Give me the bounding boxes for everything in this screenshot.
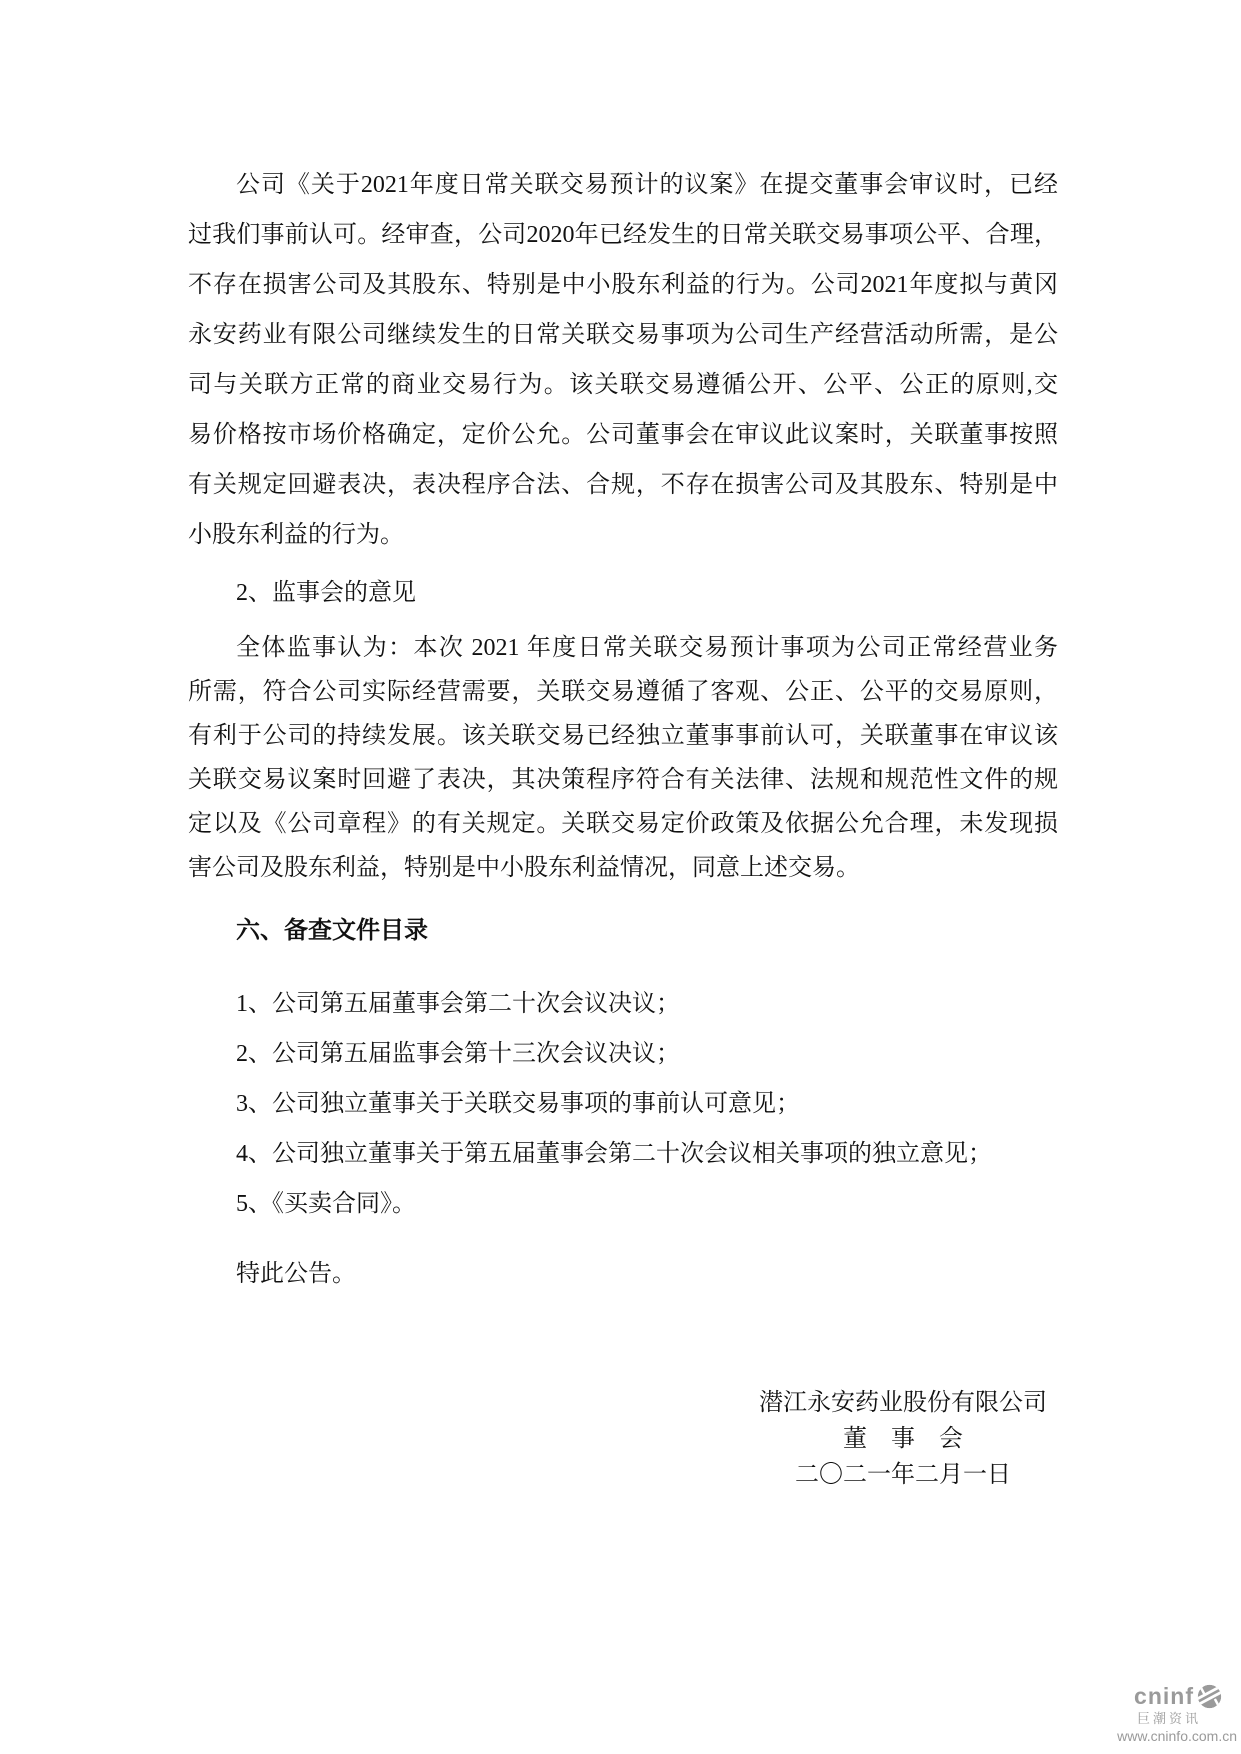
paragraph-line: 有关规定回避表决，表决程序合法、合规，不存在损害公司及其股东、特别是中 xyxy=(188,472,1058,498)
paragraph-line: 有利于公司的持续发展。该关联交易已经独立董事事前认可，关联董事在审议该 xyxy=(188,723,1058,749)
paragraph-supervisory-opinion xyxy=(188,626,1058,890)
closing-statement: 特此公告。 xyxy=(236,1261,356,1287)
paragraph-line: 定以及《公司章程》的有关规定。关联交易定价政策及依据公允合理，未发现损 xyxy=(188,811,1058,837)
paragraph-line: 所需，符合公司实际经营需要，关联交易遵循了客观、公正、公平的交易原则， xyxy=(188,679,1058,705)
cninfo-wordmark: cninf xyxy=(1134,1683,1194,1709)
paragraph-line: 司与关联方正常的商业交易行为。该关联交易遵循公开、公平、公正的原则,交 xyxy=(188,372,1058,398)
paragraph-line: 永安药业有限公司继续发生的日常关联交易事项为公司生产经营活动所需，是公 xyxy=(188,322,1058,348)
cninfo-url: www.cninfo.com.cn xyxy=(1117,1728,1237,1744)
reference-list-item: 1、公司第五届董事会第二十次会议决议； xyxy=(236,991,680,1017)
signature-date: 二〇二一年二月一日 xyxy=(795,1462,1011,1488)
paragraph-line: 小股东利益的行为。 xyxy=(188,522,404,548)
paragraph-line: 过我们事前认可。经审查，公司2020年已经发生的日常关联交易事项公平、合理， xyxy=(188,222,1058,248)
paragraph-line: 关联交易议案时回避了表决，其决策程序符合有关法律、法规和规范性文件的规 xyxy=(188,767,1058,793)
paragraph-line: 不存在损害公司及其股东、特别是中小股东利益的行为。公司2021年度拟与黄冈 xyxy=(188,272,1058,298)
paragraph-board-opinion xyxy=(188,160,1058,560)
supervisory-opinion-item: 2、监事会的意见 xyxy=(236,580,416,606)
reference-list-item: 3、公司独立董事关于关联交易事项的事前认可意见； xyxy=(236,1091,800,1117)
signature-board: 董 事 会 xyxy=(843,1426,963,1452)
section-heading: 六、备查文件目录 xyxy=(236,917,428,944)
reference-list-item: 2、公司第五届监事会第十三次会议决议； xyxy=(236,1041,680,1067)
signature-company: 潜江永安药业股份有限公司 xyxy=(759,1390,1047,1416)
cninfo-brand-cn: 巨潮资讯 xyxy=(1136,1711,1201,1726)
signature-block xyxy=(748,1385,1058,1493)
paragraph-line: 公司《关于2021年度日常关联交易预计的议案》在提交董事会审议时，已经 xyxy=(236,172,1058,198)
cninfo-globe-icon xyxy=(1197,1684,1222,1709)
reference-document-list xyxy=(188,979,1058,1229)
paragraph-line: 全体监事认为：本次 2021 年度日常关联交易预计事项为公司正常经营业务 xyxy=(236,635,1058,661)
document-body xyxy=(188,160,1058,1493)
reference-list-item: 4、公司独立董事关于第五届董事会第二十次会议相关事项的独立意见； xyxy=(236,1141,992,1167)
reference-list-item: 5、《买卖合同》。 xyxy=(236,1191,416,1217)
paragraph-line: 易价格按市场价格确定，定价公允。公司董事会在审议此议案时，关联董事按照 xyxy=(188,422,1058,448)
cninfo-logo xyxy=(1117,1682,1237,1744)
paragraph-line: 害公司及股东利益，特别是中小股东利益情况，同意上述交易。 xyxy=(188,855,860,881)
cninfo-logo-row xyxy=(1117,1682,1222,1710)
